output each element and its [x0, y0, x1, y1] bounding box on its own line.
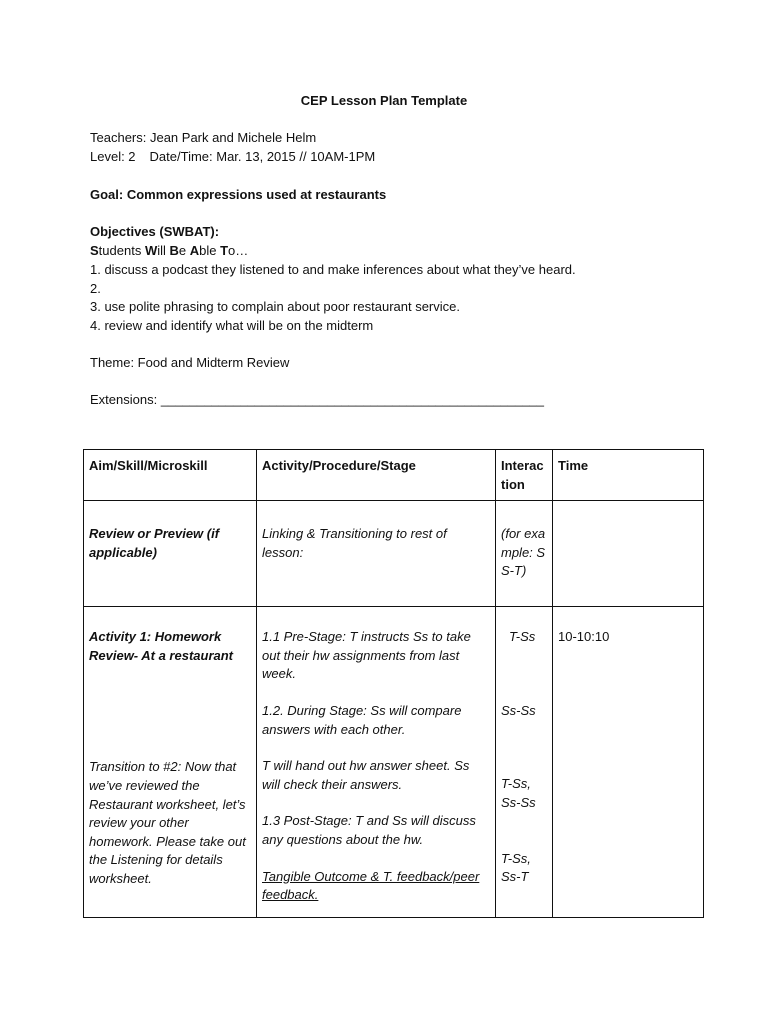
teachers-line: Teachers: Jean Park and Michele Helm — [90, 130, 317, 145]
activity1-procedure-cell — [257, 607, 496, 918]
int-spacer — [501, 647, 547, 702]
step-gap — [262, 850, 490, 868]
step-1-3: 1.3 Post-Stage: T and Ss will discuss any questions about the hw. — [262, 813, 476, 847]
swbat-line — [90, 242, 248, 260]
lesson-plan-table — [83, 449, 704, 918]
extensions-line: Extensions: _____________________________________________________ — [90, 392, 545, 407]
aim-spacer — [89, 665, 251, 758]
swbat-w-rest: ill — [157, 243, 170, 258]
swbat-w: W — [144, 243, 158, 258]
review-aim-text: Review or Preview (if applicable) — [89, 526, 220, 560]
activity1-aim-cell — [84, 607, 257, 918]
objective-item: 4. review and identify what will be on the midterm — [90, 318, 374, 333]
swbat-s-rest: tudents — [98, 243, 145, 258]
goal-line: Goal: Common expressions used at restaurants — [90, 187, 387, 202]
interaction-2: Ss-Ss — [501, 702, 536, 718]
objective-item: 2. — [90, 281, 101, 296]
int-spacer — [501, 720, 547, 775]
step-answer-sheet: T will hand out hw answer sheet. Ss will check their answers. — [262, 758, 470, 792]
header-aim: Aim/Skill/Microskill — [84, 450, 257, 501]
step-gap — [262, 739, 490, 757]
swbat-a: A — [189, 243, 200, 258]
objectives-heading: Objectives (SWBAT): — [90, 224, 220, 239]
header-interaction-part2: tion — [501, 476, 525, 492]
header-interaction — [496, 450, 553, 501]
interaction-1: T-Ss — [509, 629, 536, 645]
review-activity-cell: Linking & Transitioning to rest of lesson: — [257, 501, 496, 607]
activity1-time-cell: 10-10:10 — [553, 607, 704, 918]
swbat-a-rest: ble — [199, 243, 221, 258]
theme-line: Theme: Food and Midterm Review — [90, 355, 290, 370]
level-text: Level: 2 — [90, 149, 136, 164]
int-spacer — [501, 813, 547, 850]
activity1-aim-text: Activity 1: Homework Review- At a restaurant — [89, 629, 234, 663]
swbat-s: S — [90, 243, 99, 258]
review-aim-cell — [84, 501, 257, 607]
document-title: CEP Lesson Plan Template — [300, 93, 468, 108]
interaction-4: T-Ss, Ss-T — [501, 850, 531, 885]
table-row — [84, 501, 704, 607]
activity1-interaction-cell — [496, 607, 553, 918]
step-1-1: 1.1 Pre-Stage: T instructs Ss to take out their hw assignments from last week. — [262, 629, 471, 682]
interaction-3: T-Ss, Ss-Ss — [501, 776, 536, 810]
tangible-outcome: Tangible Outcome & T. feedback/peer feedback. — [262, 868, 480, 903]
objective-item: 1. discuss a podcast they listened to and make inferences about what they’ve heard. — [90, 262, 576, 277]
header-activity: Activity/Procedure/Stage — [257, 450, 496, 501]
swbat-b: B — [169, 243, 179, 258]
step-gap — [262, 794, 490, 812]
transition-text: Transition to #2: Now that we’ve reviewed the Restaurant worksheet, let’s review your other homework. Please take out the Listening for details worksheet. — [89, 759, 246, 886]
level-date-line — [90, 148, 375, 166]
header-time: Time — [553, 450, 704, 501]
objective-item: 3. use polite phrasing to complain about poor restaurant service. — [90, 299, 460, 314]
review-interaction-cell: (for example: SS-T) — [496, 501, 553, 607]
datetime-text: Date/Time: Mar. 13, 2015 // 10AM-1PM — [149, 149, 376, 164]
swbat-t-rest: o… — [228, 243, 249, 258]
header-interaction-part1: Interac — [501, 458, 544, 473]
swbat-b-rest: e — [178, 243, 190, 258]
step-gap — [262, 684, 490, 702]
swbat-t: T — [220, 243, 229, 258]
table-header-row — [84, 450, 704, 501]
review-time-cell — [553, 501, 704, 607]
step-1-2: 1.2. During Stage: Ss will compare answers with each other. — [262, 702, 462, 737]
table-row — [84, 607, 704, 918]
